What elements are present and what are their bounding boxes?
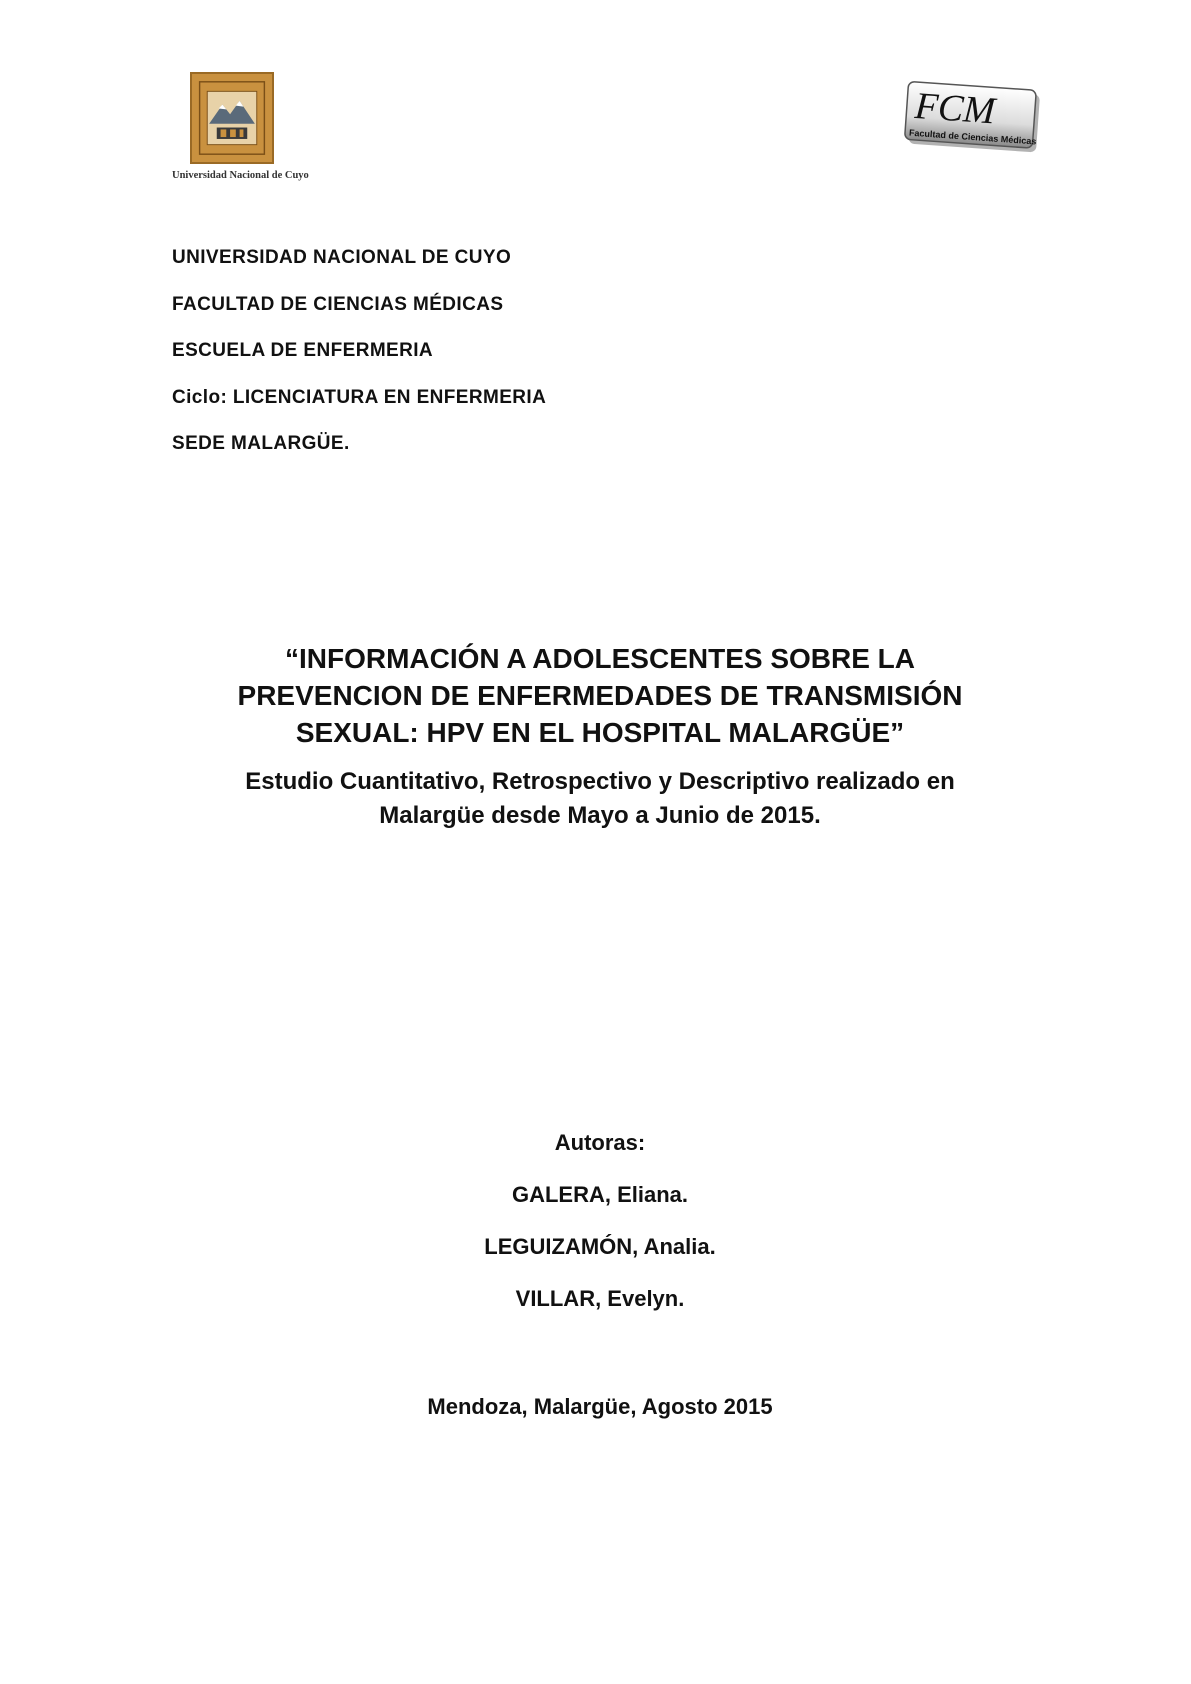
author-name: LEGUIZAMÓN, Analia. <box>484 1234 716 1259</box>
authors-label: Autoras: <box>554 1130 646 1155</box>
institution-campus: SEDE MALARGÜE. <box>172 433 350 454</box>
institution-school: ESCUELA DE ENFERMERIA <box>172 340 434 361</box>
thesis-title-line: PREVENCION DE ENFERMEDADES DE TRANSMISIÓN <box>237 680 963 711</box>
thesis-title-line: “INFORMACIÓN A ADOLESCENTES SOBRE LA <box>284 643 915 674</box>
institution-header <box>172 246 546 479</box>
authors-section <box>300 1130 900 1338</box>
author-name: VILLAR, Evelyn. <box>515 1286 685 1311</box>
institution-cycle: Ciclo: LICENCIATURA EN ENFERMERIA <box>172 386 547 408</box>
place-date: Mendoza, Malargüe, Agosto 2015 <box>427 1394 773 1419</box>
thesis-subtitle-line: Malargüe desde Mayo a Junio de 2015. <box>379 802 821 829</box>
uncuyo-seal-icon <box>190 72 274 164</box>
fcm-letters: FCM <box>913 84 997 133</box>
thesis-title <box>150 640 1050 751</box>
thesis-subtitle <box>150 765 1050 833</box>
uncuyo-logo <box>172 72 332 181</box>
author-name: GALERA, Eliana. <box>511 1182 689 1207</box>
fcm-logo <box>900 80 1046 162</box>
institution-faculty: FACULTAD DE CIENCIAS MÉDICAS <box>172 293 504 315</box>
title-block <box>150 640 1050 833</box>
thesis-title-line: SEXUAL: HPV EN EL HOSPITAL MALARGÜE” <box>295 717 905 748</box>
fcm-caption: Facultad de Ciencias Médicas <box>908 127 1037 147</box>
thesis-subtitle-line: Estudio Cuantitativo, Retrospectivo y Descriptivo realizado en <box>245 768 955 795</box>
uncuyo-caption: Universidad Nacional de Cuyo <box>172 170 309 181</box>
institution-university: UNIVERSIDAD NACIONAL DE CUYO <box>172 247 512 268</box>
